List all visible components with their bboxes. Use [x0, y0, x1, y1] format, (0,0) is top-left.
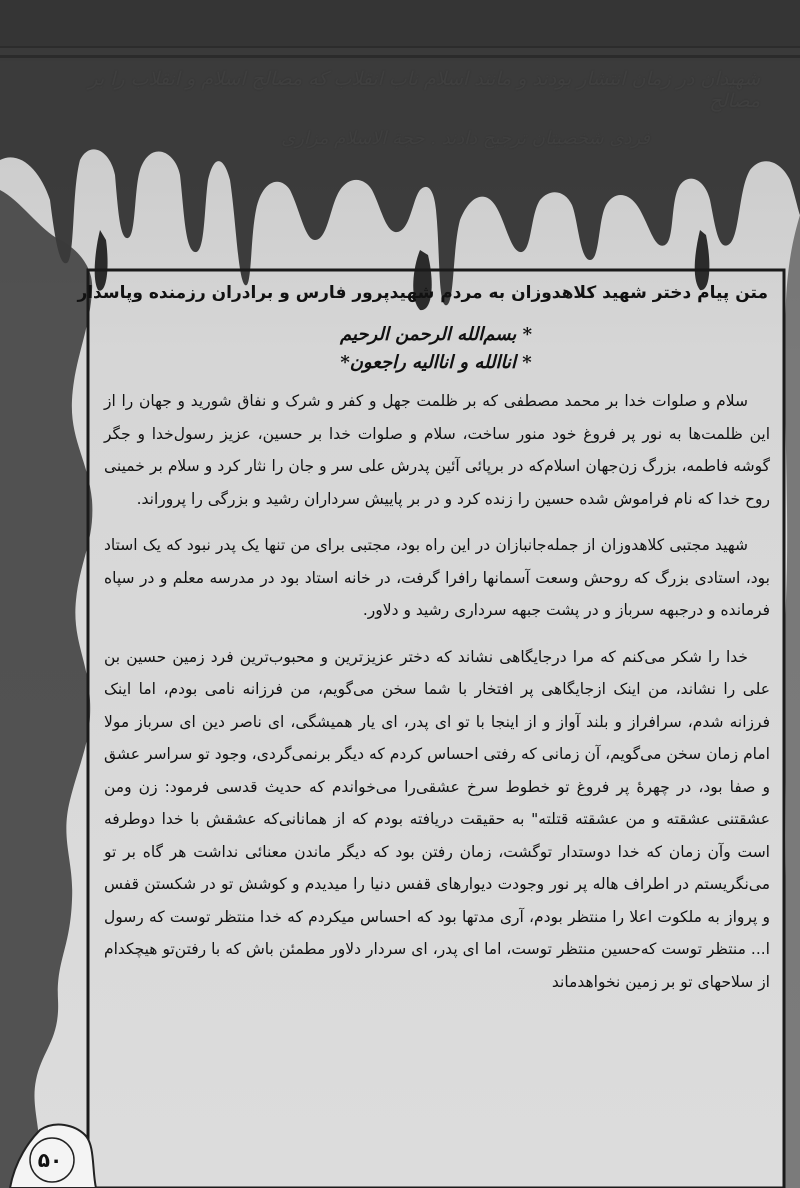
letter-title: متن پیام دختر شهید کلاهدوزان به مردم شهیدپرور فارس و برادران رزمنده وپاسدار [77, 283, 768, 303]
letter-content [77, 275, 776, 1185]
page-number: ۵۰ [37, 1148, 63, 1172]
inna-lillah-line: * اناالله و اناالیه راجعون* [340, 352, 532, 373]
paragraph-3: خدا را شکر می‌کنم که مرا درجایگاهی نشاند که دختر عزیزترین و محبوب‌ترین فرد زمین حسین بن علی را نشاند، من اینک ازجایگاهی پر افتخار با شما سخن می‌گویم، من فرزانه نامی بودم، اما اینک فرزانه شدم، سرافراز و بلند آواز و از اینجا با تو ای پدر، ای یار همیشگی، ای ناصر دین ای سرباز مولا امام زمان سخن می‌گویم، آن زمانی که رفتی احساس کردم که دیگر برنمی‌گردی، وجود تو سراسر عشق و صفا بود، در چهرهٔ پر فروغ تو خطوط سرخ عشقی‌را می‌خواندم که حدیث قدسی فرمود: زن ومن عشقتنی عشقته و من عشقته قتلته" به حقیقت دریافته بودم که از همانانی‌که عشقش با خدا دوطرفه است وآن زمان که خدا دوستدار توگشت، زمان رفتن بود که دیگر ماندن معنائی نداشت هر گاه بر تو می‌نگریستم در اطراف هاله پر نور وجودت دیوارهای قفس دنیا را میدیدم و کوشش تو در شکستن قفس و پرواز به ملکوت اعلا را منتظر بودم، آری مدتها بود که احساس میکردم که خدا منتظر توست که رسول ا... منتظر توست که‌حسین منتظر توست، اما ای پدر، ای سردار دلاور مطمئن باش که با رفتن‌تو هیچکدام از سلاحهای تو بر زمین نخواهدماند [104, 647, 770, 991]
paragraph-2: شهید مجتبی کلاهدوزان از جمله‌جانبازان در این راه بود، مجتبی برای من تنها یک پدر نبود که یک استاد بود، استادی بزرگ که روحش وسعت آسمانها رافرا گرفت، در خانه استاد بود در مدرسه معلم و در سپاه فرمانده و درجبهه سرباز و در پشت جبهه سرداری رشید و دلاور. [104, 536, 770, 619]
letter-body [96, 385, 776, 998]
paragraph-1: سلام و صلوات خدا بر محمد مصطفی که بر ظلمت جهل و کفر و شرک و نفاق شورید و جهان را از این ظلمت‌ها به نور پر فروغ خود منور ساخت، سلام و صلوات خدا بر حسین، عزیز رسول‌خدا و جگر گوشه فاطمه، بزرگ زن‌جهان اسلام‌که در برپائی آئین پدرش علی سر و جان را نثار کرد و سلام بر خمینی روح خدا که نام فراموش شده حسین را زنده کرد و در بر پاییش سرداران رشید و بزرگی را پروراند. [104, 392, 770, 508]
bismillah-line: * بسم‌الله الرحمن الرحیم [340, 324, 532, 345]
